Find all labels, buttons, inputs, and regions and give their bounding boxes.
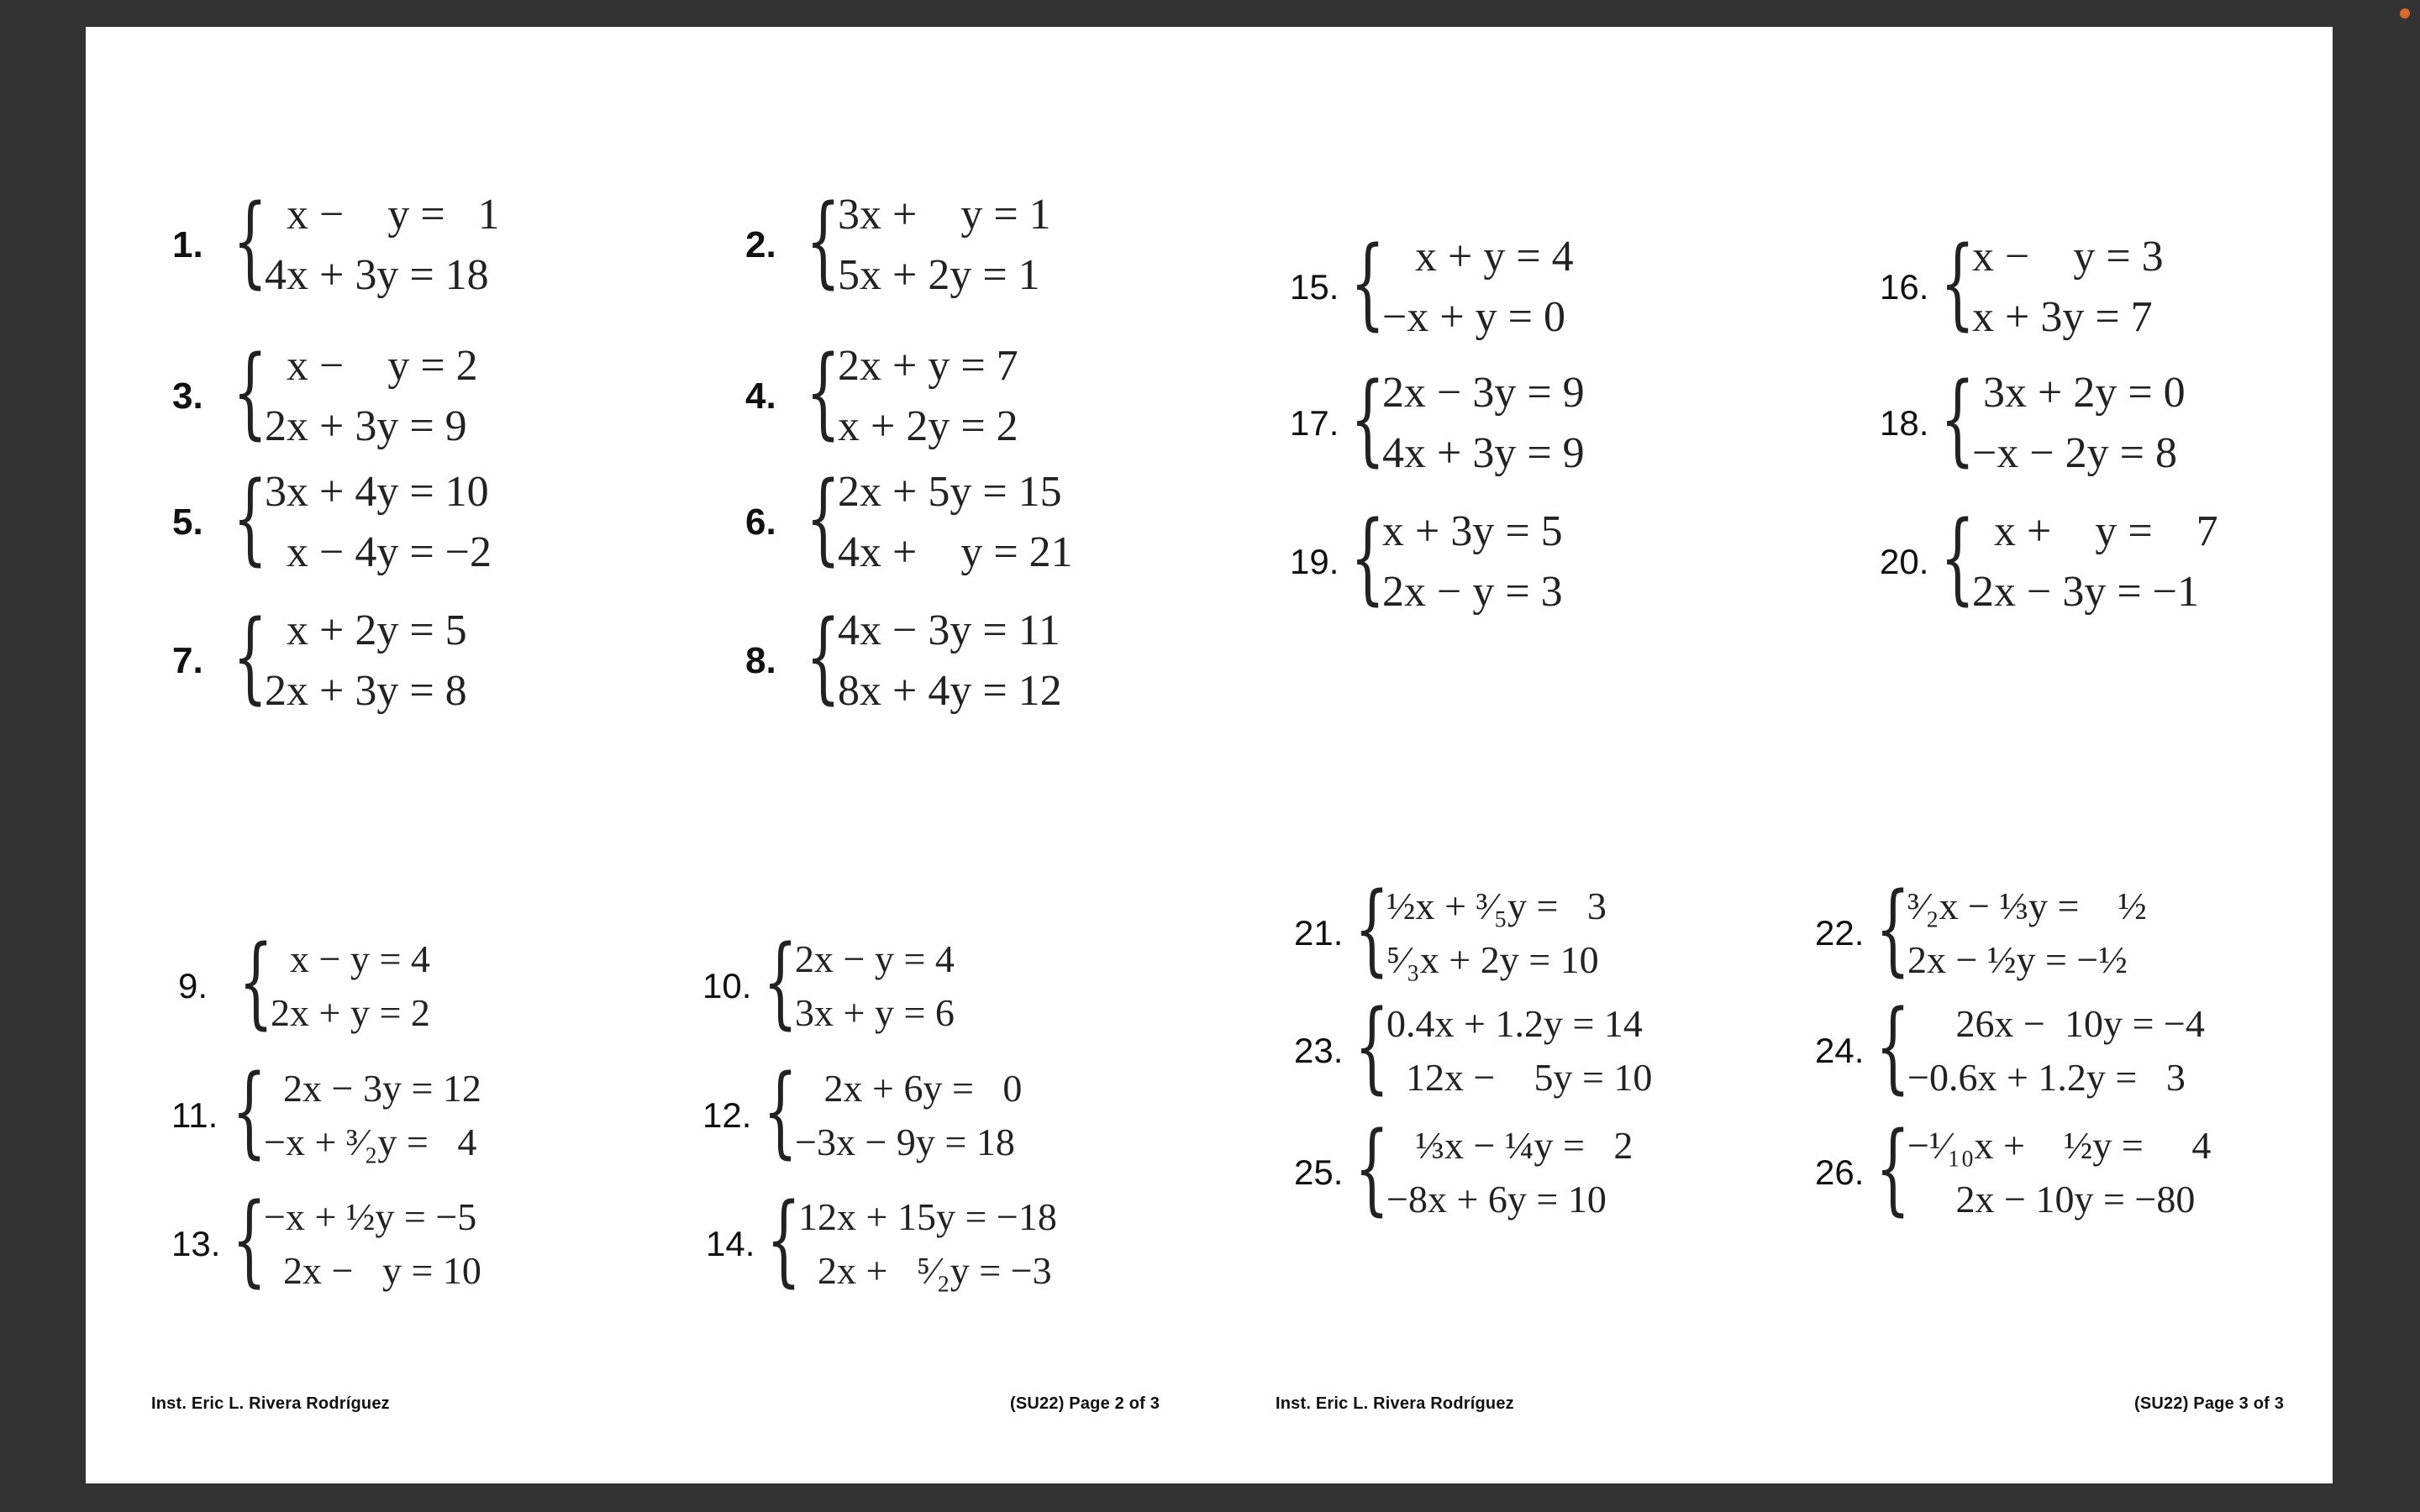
equation-line: 2x + y = 7: [838, 342, 1018, 390]
problem-number: 24.: [1815, 1031, 1865, 1070]
equation-line: −3x − 9y = 18: [795, 1121, 1015, 1163]
equation-line: −x + ½y = −5: [264, 1195, 477, 1238]
problem-number: 9.: [178, 966, 208, 1005]
problem-number: 15.: [1290, 267, 1339, 307]
equation-line: ³⁄₂x − ⅓y = ½: [1907, 885, 2147, 927]
problem-23: [1294, 988, 1653, 1105]
equation-line: ⅓x − ¼y = 2: [1386, 1124, 1634, 1167]
problem-number: 5.: [172, 501, 203, 543]
brace-icon: {: [239, 923, 274, 1039]
equation-line: x + 3y = 7: [1972, 293, 2153, 341]
brace-icon: {: [763, 1053, 798, 1168]
problem-22: [1815, 870, 2147, 987]
equation-line: x + y = 7: [1972, 507, 2218, 555]
footer-instructor-right: Inst. Eric L. Rivera Rodríguez: [1276, 1394, 1514, 1413]
problem-number: 2.: [745, 224, 776, 265]
equation-line: 4x − 3y = 11: [838, 606, 1060, 654]
problem-1: [172, 182, 500, 306]
problem-21: [1294, 870, 1607, 987]
equation-line: −¹⁄₁₀x + ½y = 4: [1907, 1124, 2212, 1167]
problem-10: [702, 923, 955, 1040]
brace-icon: {: [1355, 870, 1390, 986]
equation-line: −x + y = 0: [1382, 293, 1565, 341]
footer-page-left: (SU22) Page 2 of 3: [1010, 1394, 1160, 1413]
equation-line: −x − 2y = 8: [1972, 429, 2177, 477]
problem-number: 11.: [171, 1095, 218, 1135]
problem-number: 10.: [702, 966, 752, 1005]
brace-icon: {: [1350, 224, 1386, 340]
equation-line: x − y = 1: [265, 191, 500, 239]
problem-26: [1815, 1110, 2212, 1226]
problem-number: 22.: [1815, 913, 1865, 953]
equation-line: 2x + 5y = 15: [838, 468, 1062, 516]
equation-line: 2x − 10y = −80: [1907, 1178, 2196, 1221]
equation-line: 3x + y = 1: [838, 191, 1051, 239]
problem-number: 21.: [1294, 913, 1344, 953]
equation-line: x − y = 4: [271, 937, 430, 980]
equation-line: 3x + 4y = 10: [265, 468, 489, 516]
problem-8: [745, 598, 1062, 722]
problem-17: [1290, 360, 1585, 484]
brace-icon: {: [1355, 1110, 1390, 1226]
brace-icon: {: [1940, 360, 1975, 476]
problem-number: 16.: [1880, 267, 1929, 307]
equation-line: 8x + 4y = 12: [838, 667, 1062, 715]
equation-line: ⁵⁄₃x + 2y = 10: [1386, 938, 1599, 981]
problem-11: [171, 1053, 481, 1169]
equation-line: x + 2y = 2: [838, 402, 1018, 450]
equation-line: 5x + 2y = 1: [838, 251, 1040, 299]
problem-number: 17.: [1290, 403, 1339, 443]
brace-icon: {: [806, 333, 841, 449]
problem-number: 4.: [745, 375, 776, 417]
equation-line: x + 2y = 5: [265, 606, 467, 654]
equation-line: −x + ³⁄₂y = 4: [264, 1121, 477, 1163]
problem-number: 26.: [1815, 1152, 1865, 1192]
equation-line: 2x − 3y = 9: [1382, 369, 1585, 417]
equation-line: 2x + y = 2: [271, 991, 430, 1034]
problem-number: 19.: [1290, 542, 1339, 581]
brace-icon: {: [233, 182, 268, 298]
brace-icon: {: [763, 923, 798, 1039]
problem-number: 18.: [1880, 403, 1929, 443]
brace-icon: {: [1940, 499, 1975, 615]
problem-3: [172, 333, 478, 457]
brace-icon: {: [1876, 870, 1911, 986]
problem-number: 3.: [172, 375, 203, 417]
equation-line: −8x + 6y = 10: [1386, 1178, 1607, 1221]
problem-9: [178, 923, 430, 1040]
brace-icon: {: [1876, 988, 1911, 1104]
brace-icon: {: [233, 598, 268, 714]
brace-icon: {: [1876, 1110, 1911, 1226]
problem-19: [1290, 501, 1563, 622]
equation-line: 2x − 3y = 12: [264, 1067, 481, 1110]
brace-icon: {: [1355, 988, 1390, 1104]
equation-line: x + 3y = 5: [1382, 507, 1563, 555]
equation-line: x − 4y = −2: [265, 528, 492, 576]
footer-instructor-left: Inst. Eric L. Rivera Rodríguez: [151, 1394, 390, 1413]
equation-line: 2x − 3y = −1: [1972, 568, 2199, 616]
problem-number: 14.: [706, 1224, 755, 1263]
equation-line: 12x − 5y = 10: [1386, 1056, 1653, 1099]
equation-line: x + y = 4: [1382, 233, 1574, 281]
brace-icon: {: [806, 182, 841, 298]
problem-number: 12.: [702, 1095, 752, 1135]
problem-number: 20.: [1880, 542, 1929, 581]
equation-line: 4x + y = 21: [838, 528, 1073, 576]
equation-line: 2x − y = 3: [1382, 568, 1563, 616]
equation-line: 2x + 6y = 0: [795, 1067, 1023, 1110]
equation-line: 4x + 3y = 18: [265, 251, 489, 299]
equation-line: 0.4x + 1.2y = 14: [1386, 1002, 1643, 1045]
problem-number: 23.: [1294, 1031, 1344, 1070]
equation-line: 4x + 3y = 9: [1382, 429, 1585, 477]
brace-icon: {: [1350, 360, 1386, 476]
equation-line: 26x − 10y = −4: [1907, 1002, 2205, 1045]
problem-5: [172, 459, 492, 583]
brace-icon: {: [806, 598, 841, 714]
equation-line: 3x + y = 6: [795, 991, 955, 1034]
document-sheet: [86, 27, 2333, 1483]
equation-line: −0.6x + 1.2y = 3: [1907, 1056, 2186, 1099]
problem-7: [172, 598, 467, 722]
equation-line: 2x − y = 10: [264, 1249, 481, 1292]
brace-icon: {: [1350, 499, 1386, 615]
problem-14: [706, 1181, 1057, 1298]
problem-25: [1294, 1110, 1634, 1226]
problem-number: 8.: [745, 640, 776, 681]
equation-line: ½x + ³⁄₅y = 3: [1386, 885, 1607, 927]
equation-line: 2x − y = 4: [795, 937, 955, 980]
problem-number: 1.: [172, 224, 203, 265]
problem-number: 25.: [1294, 1152, 1344, 1192]
problem-24: [1815, 988, 2205, 1105]
problem-12: [702, 1053, 1023, 1169]
problem-16: [1880, 224, 2164, 348]
equation-line: 2x + 3y = 8: [265, 667, 467, 715]
problem-number: 7.: [172, 640, 203, 681]
equation-line: x − y = 2: [265, 342, 478, 390]
problem-13: [171, 1181, 481, 1298]
equation-line: 2x − ½y = −½: [1907, 938, 2128, 981]
problem-6: [745, 459, 1073, 583]
brace-icon: {: [766, 1181, 802, 1297]
problem-4: [745, 333, 1018, 457]
equation-line: 12x + 15y = −18: [798, 1195, 1057, 1238]
problem-number: 6.: [745, 501, 776, 543]
problem-18: [1880, 360, 2186, 484]
equation-line: 3x + 2y = 0: [1972, 369, 2186, 417]
brace-icon: {: [232, 1053, 267, 1168]
problem-15: [1290, 224, 1574, 348]
problem-number: 13.: [171, 1224, 221, 1263]
window-status-dot: [2400, 8, 2410, 18]
brace-icon: {: [1940, 224, 1975, 340]
brace-icon: {: [806, 459, 841, 575]
brace-icon: {: [233, 459, 268, 575]
brace-icon: {: [233, 333, 268, 449]
footer-page-right: (SU22) Page 3 of 3: [2134, 1394, 2285, 1413]
equation-line: 2x + ⁵⁄₂y = −3: [798, 1249, 1052, 1292]
equation-line: 2x + 3y = 9: [265, 402, 467, 450]
problem-20: [1880, 501, 2218, 622]
problem-2: [745, 182, 1051, 306]
brace-icon: {: [232, 1181, 267, 1297]
equation-line: x − y = 3: [1972, 233, 2164, 281]
